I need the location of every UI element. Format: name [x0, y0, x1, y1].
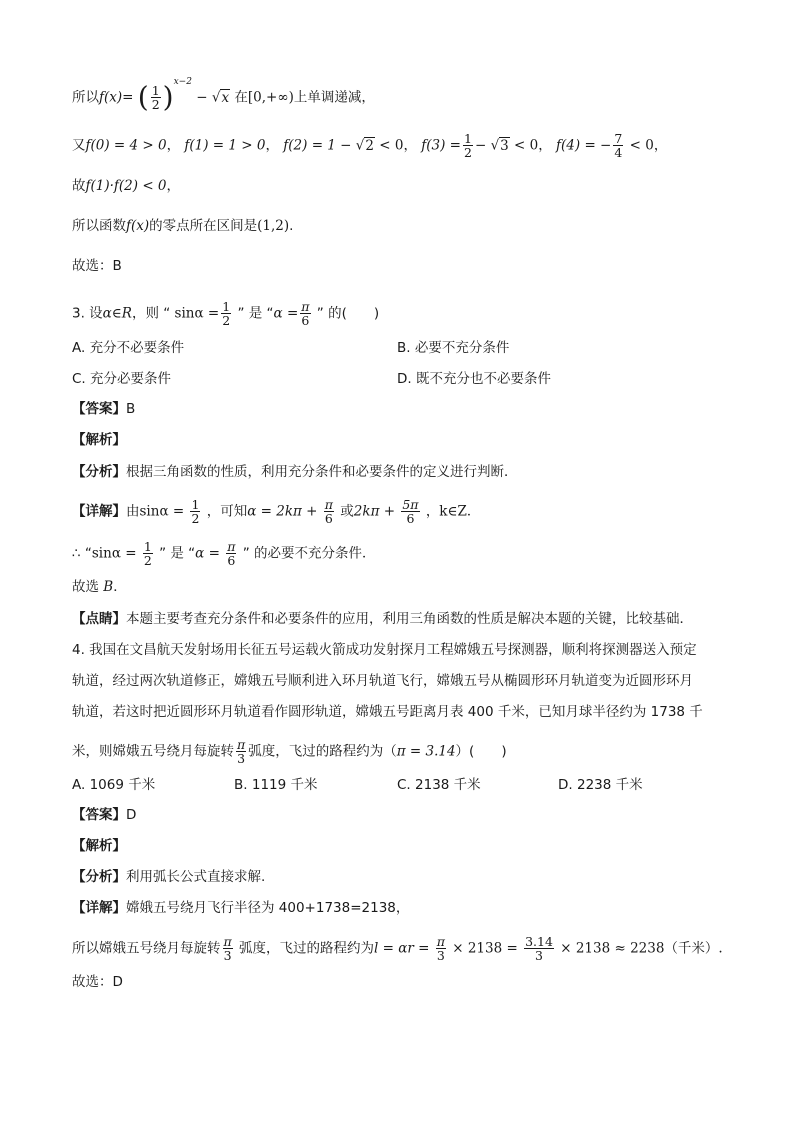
- q3-option-c: C. 充分必要条件: [72, 371, 172, 387]
- solution-choice: 故选：B: [72, 258, 122, 274]
- q3-pick: 故选 B．: [72, 579, 127, 595]
- q3-option-d: D. 既不充分也不必要条件: [397, 371, 551, 387]
- q3-answer: 【答案】B: [72, 401, 136, 417]
- right-paren: ): [162, 80, 174, 114]
- q3-detail: 【详解】由sinα = $\frac{1}{2}$ ，可知α = 2kπ + $\frac{\pi}{6}$ 或2kπ + $\frac{5\pi}{6}$ ，k∈Z．: [72, 497, 481, 526]
- question-4-stem-line-1: 4. 我国在文昌航天发射场用长征五号运载火箭成功发射探月工程嫦娥五号探测器，顺利将探测器送入预定: [72, 642, 697, 658]
- question-3-stem: 3. 设α∈R，则 “ sinα = $\frac{1}{2}$ ” 是 “α = $\frac{\pi}{6}$ ” 的( ): [72, 299, 380, 328]
- q4-pick: 故选：D: [72, 974, 123, 990]
- question-4-stem-line-4: 米，则嫦娥五号绕月每旋转 $\frac{\pi}{3}$ 弧度，飞过的路程约为（π = 3.14）( ): [72, 737, 507, 766]
- solution-line-zero-interval: 所以函数f(x)的零点所在区间是(1,2).: [72, 218, 294, 234]
- q3-option-b: B. 必要不充分条件: [397, 340, 510, 356]
- q4-option-b: B. 1119 千米: [234, 777, 318, 793]
- solution-line-values: 又f(0) = 4 > 0， f(1) = 1 > 0， f(2) = 1 − √2 < 0， f(3) = $\frac{1}{2}$ − √3 < 0， f(4) = − $\frac{7}{4}$ < 0，: [72, 131, 668, 160]
- sqrt-x: √x: [211, 89, 230, 106]
- q4-detail: 【详解】嫦娥五号绕月飞行半径为 400+1738=2138，: [72, 900, 410, 916]
- q4-calculation: 所以嫦娥五号绕月每旋转 $\frac{\pi}{3}$ 弧度，飞过的路程约为l = αr = $\frac{\pi}{3}$ × 2138 = $\frac{3.14}{3}$ × 2138 ≈ 2238（千米）.: [72, 934, 723, 963]
- q4-option-a: A. 1069 千米: [72, 777, 156, 793]
- q4-analysis-heading: 【解析】: [72, 838, 126, 854]
- q4-fenxi: 【分析】利用弧长公式直接求解.: [72, 869, 266, 885]
- q3-therefore: ∴ “sinα = $\frac{1}{2}$ ” 是 “α = $\frac{\pi}{6}$ ” 的必要不充分条件．: [72, 539, 376, 568]
- left-paren: (: [137, 80, 149, 114]
- q3-analysis-heading: 【解析】: [72, 432, 126, 448]
- question-4-stem-line-2: 轨道，经过两次轨道修正，嫦娥五号顺利进入环月轨道飞行，嫦娥五号从椭圆形环月轨道变为近圆形环月: [72, 673, 693, 689]
- q3-option-a: A. 充分不必要条件: [72, 340, 185, 356]
- solution-line-monotonic: 所以f(x)= ( $\frac{1}{2}$ )$^{x-2}$ − √x 在[0,+∞)上单调递减，: [72, 77, 375, 114]
- question-4-stem-line-3: 轨道，若这时把近圆形环月轨道看作圆形轨道，嫦娥五号距离月表 400 千米，已知月球半径约为 1738 千: [72, 704, 703, 720]
- q4-option-d: D. 2238 千米: [558, 777, 643, 793]
- q3-dianjing: 【点睛】本题主要考查充分条件和必要条件的应用，利用三角函数的性质是解决本题的关键，比较基础．: [72, 611, 693, 627]
- q4-answer: 【答案】D: [72, 807, 137, 823]
- q4-option-c: C. 2138 千米: [397, 777, 481, 793]
- solution-line-product: 故f(1)·f(2) < 0，: [72, 178, 181, 194]
- q3-fenxi: 【分析】根据三角函数的性质，利用充分条件和必要条件的定义进行判断．: [72, 464, 518, 480]
